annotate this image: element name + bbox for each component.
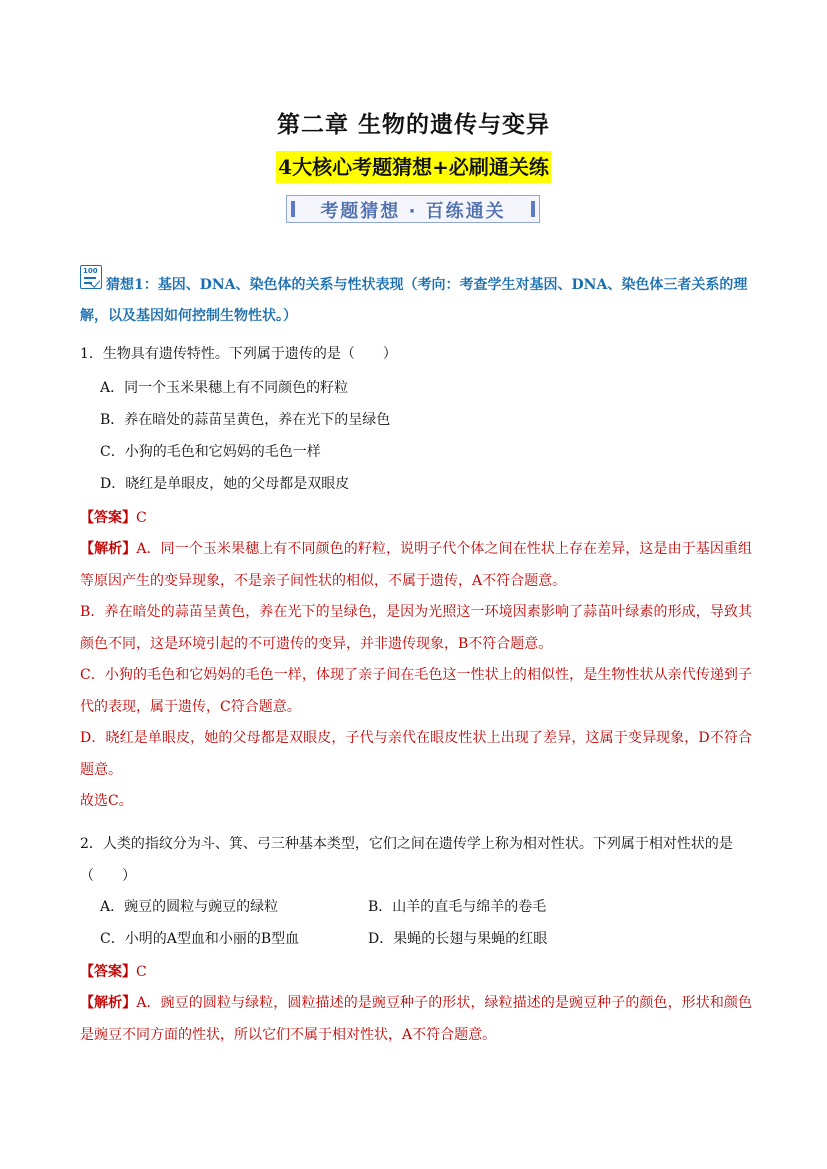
q1-answer xyxy=(80,508,147,528)
q1-answer-value: C xyxy=(136,510,147,526)
q2-answer xyxy=(80,962,147,982)
exam-paper-icon-number: 100 xyxy=(83,267,98,275)
q1-conclusion: 故选C。 xyxy=(80,793,133,809)
chapter-title: 第二章 生物的遗传与变异 xyxy=(276,111,550,138)
q1-analysis-a-text: A．同一个玉米果穗上有不同颜色的籽粒，说明子代个体之间在性状上存在差异，这是由于基因重组等原因产生的变异现象，不是亲子间性状的相似，不属于遗传，A不符合题意。 xyxy=(80,541,753,589)
banner-text: 考题猜想 · 百练通关 xyxy=(320,201,506,222)
guess-heading: 猜想1：基因、DNA、染色体的关系与性状表现（考向：考查学生对基因、DNA、染色体三者关系的理解，以及基因如何控制生物性状。） xyxy=(80,277,748,324)
q1-option-a: A．同一个玉米果穗上有不同颜色的籽粒 xyxy=(100,380,349,396)
q2-option-a: A．豌豆的圆粒与豌豆的绿粒 xyxy=(100,899,279,915)
q1-option-d: D．晓红是单眼皮，她的父母都是双眼皮 xyxy=(100,476,350,492)
q1-analysis-c: C．小狗的毛色和它妈妈的毛色一样，体现了亲子间在毛色这一性状上的相似性，是生物性状从亲代传递到子代的表现，属于遗传，C符合题意。 xyxy=(80,667,752,715)
q1-analysis-b: B．养在暗处的蒜苗呈黄色，养在光下的呈绿色，是因为光照这一环境因素影响了蒜苗叶绿素的形成，导致其颜色不同，这是环境引起的不可遗传的变异，并非遗传现象，B不符合题意。 xyxy=(80,604,752,652)
q2-option-c: C．小明的A型血和小丽的B型血 xyxy=(100,931,300,947)
question-2-stem: 2．人类的指纹分为斗、箕、弓三种基本类型，它们之间在遗传学上称为相对性状。下列属于相对性状的是（ ） xyxy=(80,836,733,884)
q1-analysis-d: D．晓红是单眼皮，她的父母都是双眼皮，子代与亲代在眼皮性状上出现了差异，这属于变异现象，D不符合题意。 xyxy=(80,730,752,778)
q1-analysis-label: 【解析】 xyxy=(80,541,137,557)
section-banner xyxy=(286,195,540,223)
q2-option-d: D．果蝇的长翅与果蝇的红眼 xyxy=(368,931,548,947)
question-1-stem: 1．生物具有遗传特性。下列属于遗传的是（ ） xyxy=(80,346,397,362)
q2-analysis-a-text: A．豌豆的圆粒与绿粒，圆粒描述的是豌豆种子的形状，绿粒描述的是豌豆种子的颜色，形状和颜色是豌豆不同方面的性状，所以它们不属于相对性状，A不符合题意。 xyxy=(80,995,753,1043)
q2-analysis-a xyxy=(80,988,752,1051)
q1-option-b: B．养在暗处的蒜苗呈黄色，养在光下的呈绿色 xyxy=(100,412,391,428)
q1-answer-label: 【答案】 xyxy=(80,510,136,526)
subtitle-highlight: 4大核心考题猜想+必刷通关练 xyxy=(276,151,551,183)
q2-answer-label: 【答案】 xyxy=(80,964,136,980)
q2-option-b: B．山羊的直毛与绵羊的卷毛 xyxy=(368,899,547,915)
q1-analysis-a xyxy=(80,534,752,597)
subtitle-wrap xyxy=(0,151,827,183)
q1-option-c: C．小狗的毛色和它妈妈的毛色一样 xyxy=(100,444,321,460)
banner-right-bar xyxy=(531,201,535,217)
q2-answer-value: C xyxy=(136,964,147,980)
q2-analysis-label: 【解析】 xyxy=(80,995,137,1011)
